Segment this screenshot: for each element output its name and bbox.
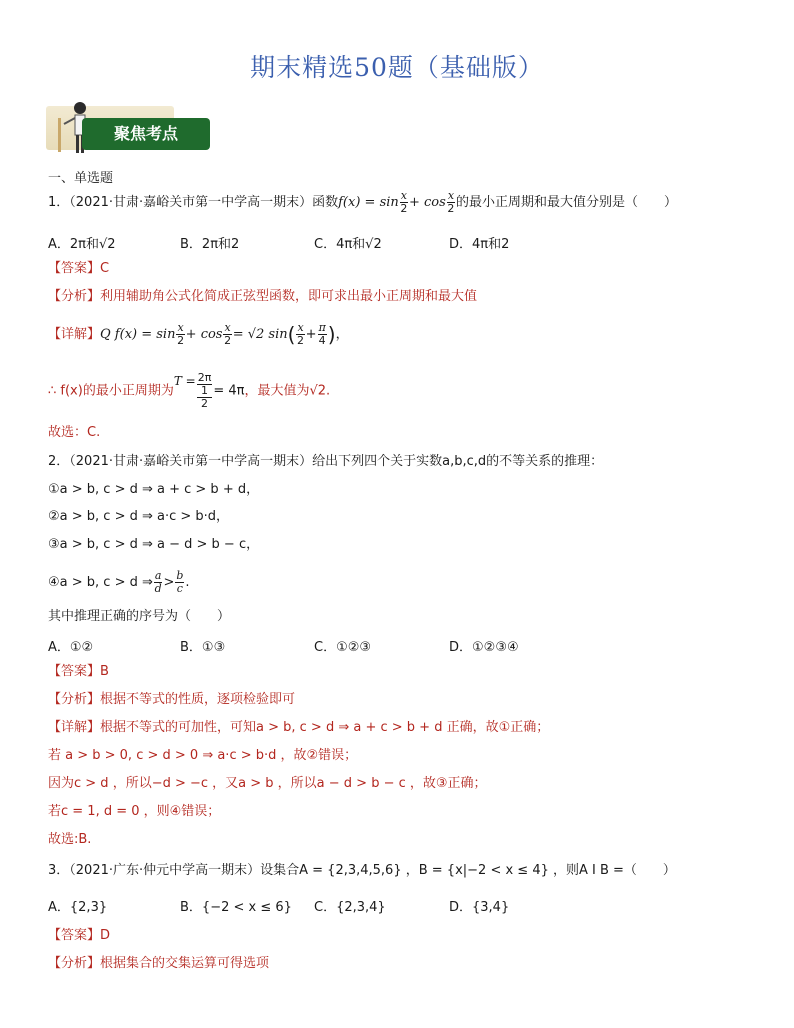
period-t: T = [173, 374, 196, 388]
detail-end: ， [335, 327, 349, 342]
numerator: π [318, 321, 326, 334]
denominator: d [154, 582, 162, 595]
denominator: c [176, 582, 183, 595]
q2-item-2: ②a > b, c > d ⇒ a·c > b·d， [48, 509, 230, 524]
q1-prefix: 1．（2021·甘肃·嘉峪关市第一中学高一期末）函数 [48, 195, 339, 210]
plus: + cos [409, 195, 446, 210]
numerator: b [176, 569, 184, 582]
q1-option-d: D．4π和2 [449, 237, 510, 252]
numerator: a [154, 569, 162, 582]
numerator: 1 [197, 385, 213, 398]
q1-answer: 【答案】C [48, 261, 110, 276]
q1-option-c: C．4π和√2 [314, 237, 382, 252]
q3-option-b: B．{−2 < x ≤ 6} [180, 900, 292, 915]
q2-question: 其中推理正确的序号为（ ） [48, 609, 231, 624]
item4-prefix: ④a > b, c > d ⇒ [48, 575, 153, 590]
numerator: x [400, 189, 407, 202]
fraction [197, 385, 213, 410]
q2-detail-3: 因为c > d ，所以−d > −c ，又a > b ，所以a − d > b − c ，故③正确； [48, 776, 487, 791]
q1-suffix: 的最小正周期和最大值分别是（ ） [456, 195, 678, 210]
fraction [447, 190, 455, 215]
q1-option-b: B．2π和2 [180, 237, 240, 252]
detail-label: 【详解】 [48, 327, 101, 342]
q3-analysis: 【分析】根据集合的交集运算可得选项 [48, 956, 270, 971]
fraction [400, 190, 408, 215]
page-title: 期末精选50题（基础版） [250, 53, 544, 82]
denominator: 4 [318, 334, 326, 347]
q1-analysis: 【分析】利用辅助角公式化简成正弦型函数，即可求出最小正周期和最大值 [48, 289, 478, 304]
denominator: 2 [177, 334, 185, 347]
q2-option-c: C．①②③ [314, 640, 372, 655]
denominator: 2 [400, 202, 408, 215]
q3-option-a: A．{2,3} [48, 900, 108, 915]
greater-than: > [163, 575, 175, 590]
q2-item-4 [48, 570, 190, 595]
q1-detail: 【详解】Q f(x) = sin $\frac{x}{2}$ + cos $\frac{x}{2}$ = √2 sin( $\frac{x}{2}$ + $\frac{\pi}{4}$ )， [48, 321, 349, 347]
q2-item-1: ①a > b, c > d ⇒ a + c > b + d， [48, 482, 260, 497]
denominator: 2 [447, 202, 455, 215]
q2-detail-4: 若c = 1, d = 0 ，则④错误； [48, 804, 221, 819]
denominator: 2 [224, 334, 232, 347]
q2-detail-2: 若 a > b > 0, c > d > 0 ⇒ a·c > b·d ，故②错误； [48, 748, 358, 763]
q2-option-d: D．①②③④ [449, 640, 519, 655]
item4-end: . [185, 575, 190, 590]
q2-detail-1: 【详解】根据不等式的可加性，可知a > b, c > d ⇒ a + c > b + d 正确，故①正确； [48, 720, 550, 735]
numerator: x [224, 321, 231, 334]
denominator: 2 [297, 334, 305, 347]
q3-stem: 3．（2021·广东·仲元中学高一期末）设集合A = {2,3,4,5,6} ，B = {x|−2 < x ≤ 4} ，则A I B =（ ） [48, 863, 676, 878]
q2-option-a: A．①② [48, 640, 94, 655]
fraction [154, 570, 163, 595]
q2-conclusion: 故选:B. [48, 832, 92, 847]
badge-label: 聚焦考点 [82, 118, 210, 150]
plus: + [305, 327, 317, 342]
q2-stem: 2．（2021·甘肃·嘉峪关市第一中学高一期末）给出下列四个关于实数a,b,c,d的不等关系的推理： [48, 454, 604, 469]
numerator: x [447, 189, 455, 202]
fraction [223, 322, 231, 347]
equals-sin: = √2 sin [232, 327, 288, 342]
q2-answer: 【答案】B [48, 664, 109, 679]
q1-func: f(x) = sin [338, 195, 399, 210]
q2-item-3: ③a > b, c > d ⇒ a − d > b − c， [48, 537, 260, 552]
q1-period [48, 372, 330, 410]
plus: + cos [185, 327, 223, 342]
q3-option-d: D．{3,4} [449, 900, 510, 915]
q1-conclusion: 故选：C. [48, 425, 101, 440]
q1-option-a: A．2π和√2 [48, 237, 116, 252]
section-badge [38, 98, 178, 158]
q2-option-b: B．①③ [180, 640, 226, 655]
q1-stem [48, 190, 677, 215]
fraction [197, 372, 213, 410]
numerator: 2π [197, 371, 212, 384]
q2-analysis: 【分析】根据不等式的性质，逐项检验即可 [48, 692, 296, 707]
denominator: 2 [201, 397, 209, 410]
q3-answer: 【答案】D [48, 928, 111, 943]
fraction [296, 322, 304, 347]
period-value: = 4π [213, 383, 245, 399]
fraction [318, 322, 327, 347]
q3-option-c: C．{2,3,4} [314, 900, 386, 915]
fraction [175, 570, 184, 595]
detail-func: Q f(x) = sin [100, 327, 176, 342]
numerator: x [297, 321, 304, 334]
max-text: ，最大值为√2. [244, 383, 331, 399]
section-heading: 一、单选题 [48, 171, 114, 186]
period-text: ∴ f(x)的最小正周期为 [48, 383, 174, 399]
numerator: x [177, 321, 184, 334]
denominator [197, 385, 213, 410]
fraction [176, 322, 184, 347]
